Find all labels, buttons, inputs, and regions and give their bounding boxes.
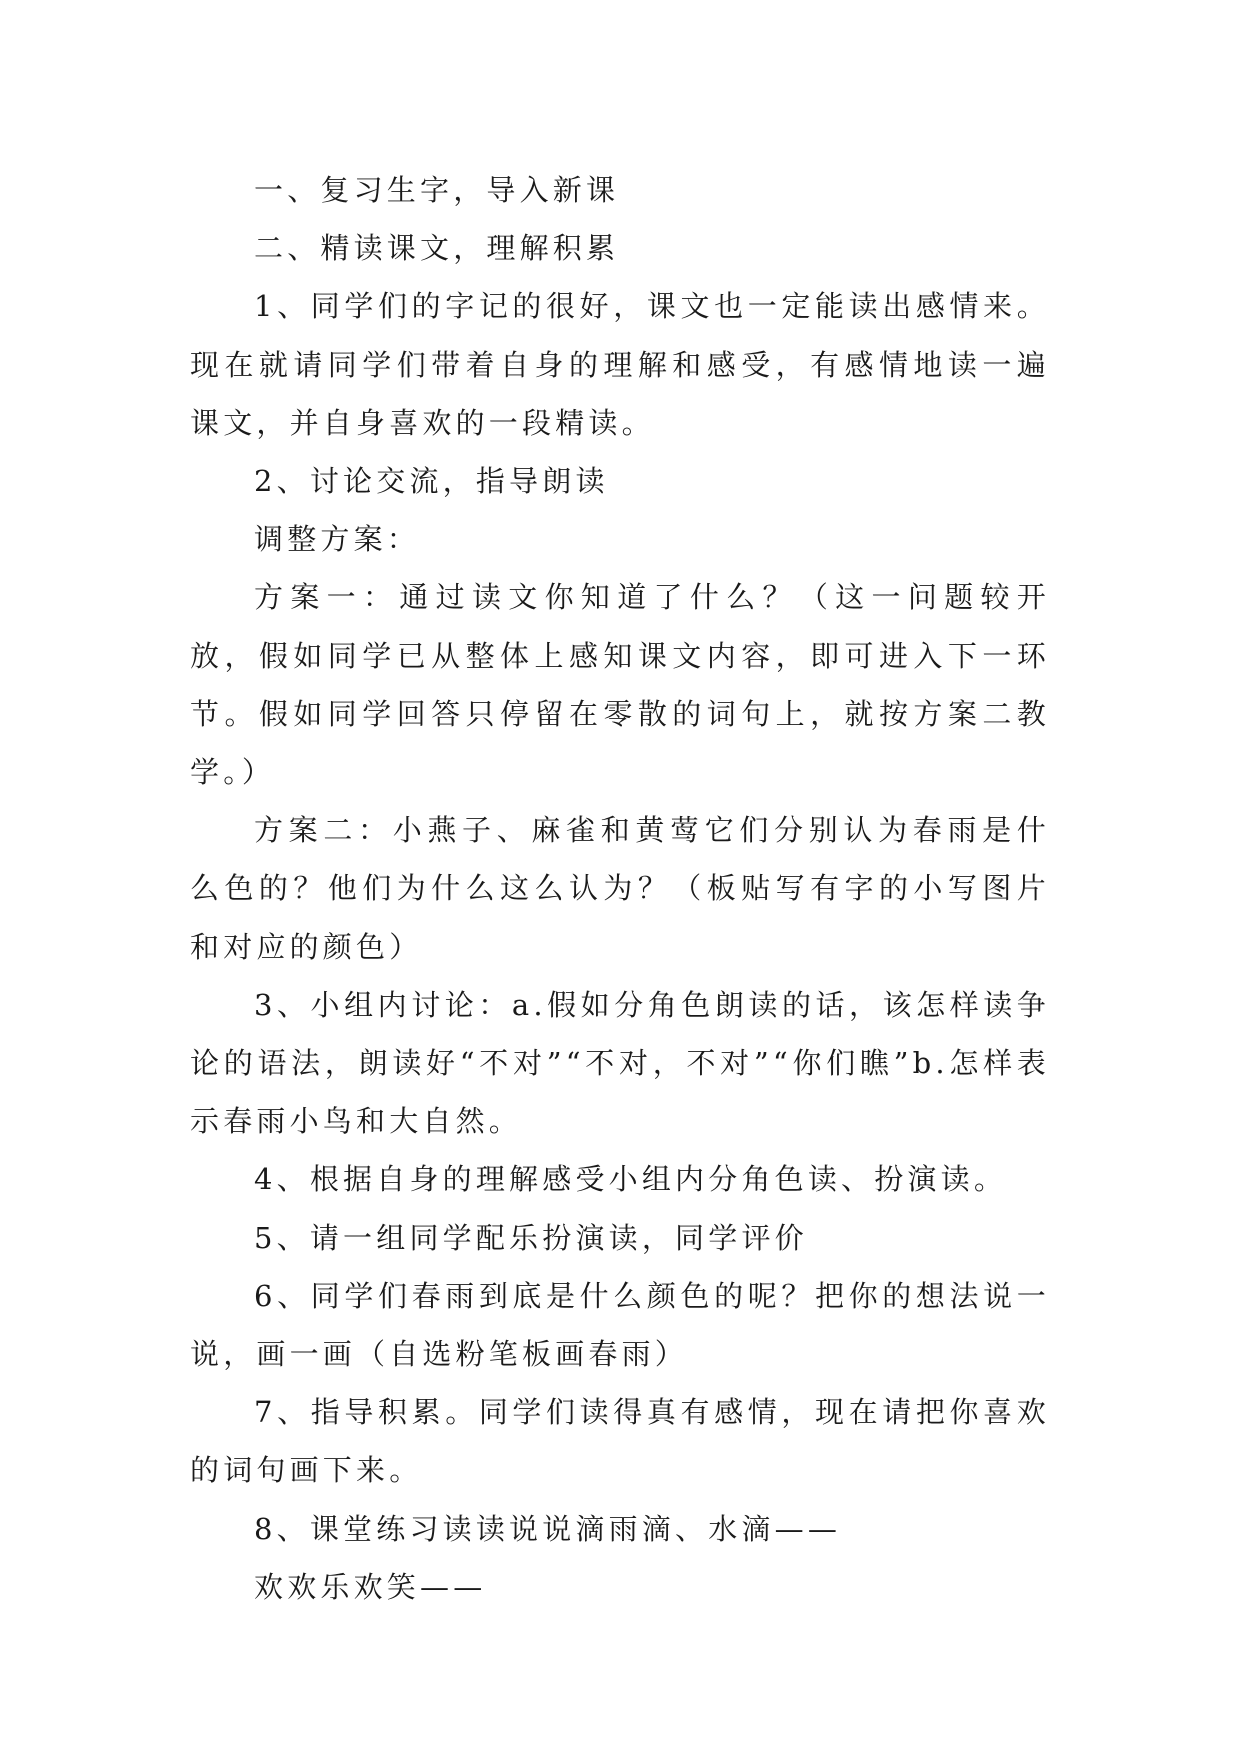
adjustment-plan-label: 调整方案：	[254, 522, 421, 557]
step-7-paragraph: 7、指导积累。同学们读得真有感情，现在请把你喜欢的词句画下来。	[190, 1395, 1050, 1488]
document-body	[190, 161, 1050, 1616]
closing-line: 欢欢乐欢笑——	[254, 1569, 487, 1604]
plan-one-paragraph: 方案一：通过读文你知道了什么？（这一问题较开放，假如同学已从整体上感知课文内容，即可进入下一环节。假如同学回答只停留在零散的词句上，就按方案二教学。）	[190, 580, 1050, 790]
plan-two-paragraph: 方案二：小燕子、麻雀和黄莺它们分别认为春雨是什么色的？他们为什么这么认为？（板贴写有字的小写图片和对应的颜色）	[190, 813, 1050, 964]
section-heading-review: 一、复习生字，导入新课	[254, 173, 620, 207]
section-heading-reading: 二、精读课文，理解积累	[254, 231, 620, 266]
step-1-paragraph: 1、同学们的字记的很好，课文也一定能读出感情来。现在就请同学们带着自身的理解和感受，有感情地读一遍课文，并自身喜欢的一段精读。	[190, 289, 1050, 440]
step-5-paragraph: 5、请一组同学配乐扮演读，同学评价	[254, 1220, 808, 1255]
step-3-paragraph: 3、小组内讨论：a.假如分角色朗读的话，该怎样读争论的语法，朗读好“不对”“不对，不对”“你们瞧”b.怎样表示春雨小鸟和大自然。	[190, 987, 1050, 1139]
step-4-paragraph: 4、根据自身的理解感受小组内分角色读、扮演读。	[254, 1162, 1008, 1197]
step-2-paragraph: 2、讨论交流，指导朗读	[254, 464, 609, 499]
step-8-paragraph: 8、课堂练习读读说说滴雨滴、水滴——	[254, 1511, 842, 1546]
step-6-paragraph: 6、同学们春雨到底是什么颜色的呢？把你的想法说一说，画一画（自选粉笔板画春雨）	[190, 1278, 1050, 1372]
